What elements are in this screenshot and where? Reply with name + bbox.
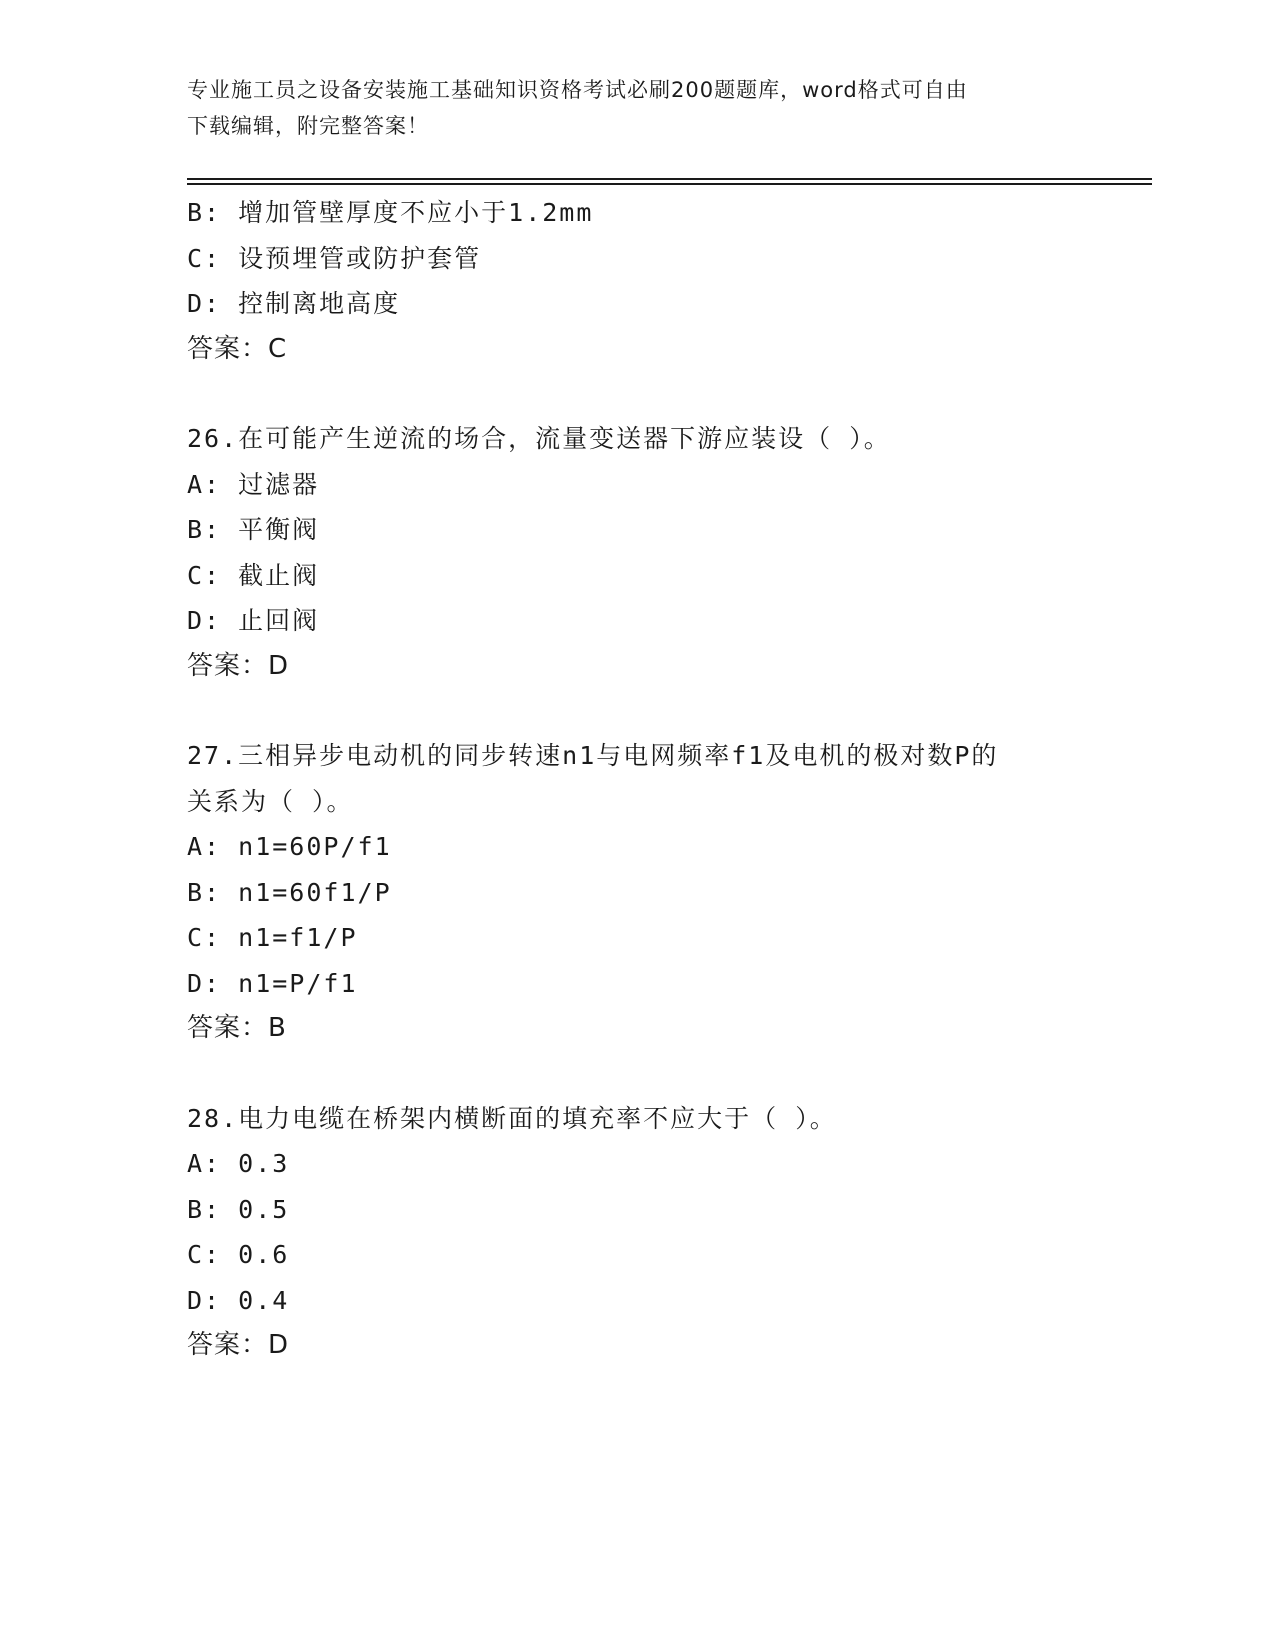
option-c: C: 设预埋管或防护套管 xyxy=(187,243,482,273)
spacer xyxy=(187,689,1107,733)
spacer xyxy=(187,372,1107,416)
document-header xyxy=(187,72,1067,144)
option-a: A: 过滤器 xyxy=(187,469,320,499)
question-text: 26.在可能产生逆流的场合，流量变送器下游应装设（ ）。 xyxy=(187,424,891,453)
option-d: D: 0.4 xyxy=(187,1285,290,1315)
question-text-line-1: 27.三相异步电动机的同步转速n1与电网频率f1及电机的极对数P的 xyxy=(187,741,999,770)
option-b: B: 0.5 xyxy=(187,1194,290,1224)
question-27 xyxy=(187,733,1107,1052)
answer: 答案：C xyxy=(187,333,288,364)
header-title-line-1: 专业施工员之设备安装施工基础知识资格考试必刷200题题库，word格式可自由 xyxy=(187,78,968,102)
question-28 xyxy=(187,1096,1107,1369)
option-b: B: 增加管壁厚度不应小于1.2mm xyxy=(187,198,594,227)
option-c: C: n1=f1/P xyxy=(187,923,358,952)
option-d: D: n1=P/f1 xyxy=(187,968,358,998)
option-d: D: 止回阀 xyxy=(187,606,320,635)
answer: 答案：D xyxy=(187,650,290,681)
question-26 xyxy=(187,416,1107,689)
answer: 答案：D xyxy=(187,1330,290,1360)
answer: 答案：B xyxy=(187,1013,287,1043)
question-text: 28.电力电缆在桥架内横断面的填充率不应大于（ ）。 xyxy=(187,1103,837,1133)
option-b: B: n1=60f1/P xyxy=(187,877,392,907)
option-b: B: 平衡阀 xyxy=(187,515,320,544)
option-c: C: 截止阀 xyxy=(187,560,320,590)
header-title-line-2: 下载编辑，附完整答案！ xyxy=(187,114,429,138)
option-a: A: 0.3 xyxy=(187,1149,290,1178)
question-list xyxy=(187,190,1107,1369)
option-a: A: n1=60P/f1 xyxy=(187,832,392,861)
question-25 xyxy=(187,190,1107,372)
header-divider-top xyxy=(187,178,1152,180)
header-divider-bottom xyxy=(187,183,1152,185)
option-d: D: 控制离地高度 xyxy=(187,289,401,318)
option-c: C: 0.6 xyxy=(187,1240,290,1269)
spacer xyxy=(187,1052,1107,1096)
question-text-line-2: 关系为（ ）。 xyxy=(187,786,354,816)
